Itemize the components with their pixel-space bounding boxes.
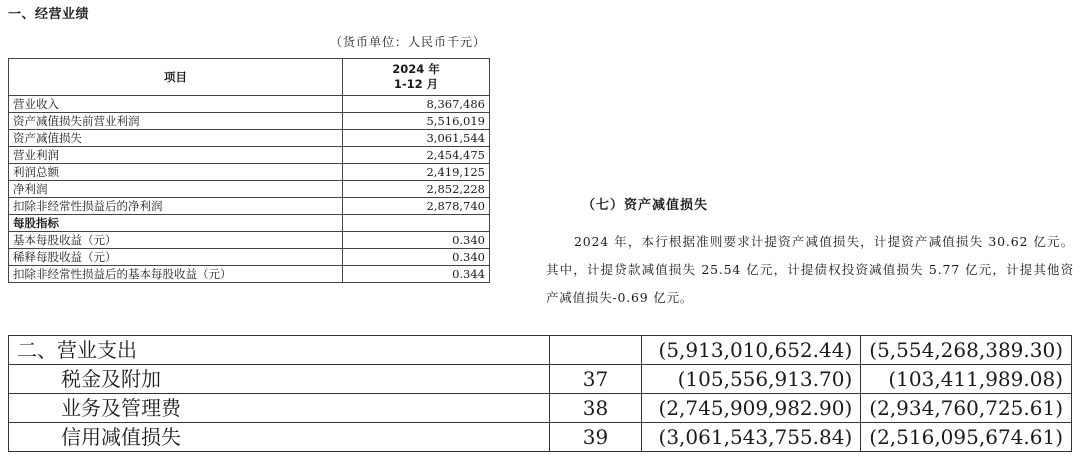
table-row — [9, 181, 490, 198]
table-row — [9, 365, 1072, 394]
row-value: 2,454,475 — [343, 147, 490, 164]
operating-results-table — [8, 58, 490, 283]
row-value: 2,419,125 — [343, 164, 490, 181]
current-period-amount: (5,913,010,652.44) — [642, 336, 861, 365]
table-row — [9, 423, 1072, 452]
row-value: 0.344 — [343, 266, 490, 283]
row-label: 营业收入 — [9, 96, 343, 113]
prior-period-amount: (103,411,989.08) — [861, 365, 1072, 394]
row-label: 资产减值损失前营业利润 — [9, 113, 343, 130]
table-row — [9, 130, 490, 147]
table-row — [9, 232, 490, 249]
row-value: 2,878,740 — [343, 198, 490, 215]
header-item: 项目 — [9, 59, 343, 96]
row-label: 每股指标 — [9, 215, 343, 232]
current-period-amount: (2,745,909,982.90) — [642, 394, 861, 423]
note-body: 2024 年，本行根据准则要求计提资产减值损失，计提资产减值损失 30.62 亿元。其中，计提贷款减值损失 25.54 亿元，计提债权投资减值损失 5.77 亿元，计提其他资产减值损失-0.69 亿元。 — [546, 234, 1074, 305]
note-number: 39 — [549, 423, 641, 452]
row-label: 资产减值损失 — [9, 130, 343, 147]
row-value: 0.340 — [343, 249, 490, 266]
header-period — [343, 59, 490, 96]
row-label: 基本每股收益（元） — [9, 232, 343, 249]
row-value — [343, 215, 490, 232]
row-label: 扣除非经常性损益后的净利润 — [9, 198, 343, 215]
row-value: 5,516,019 — [343, 113, 490, 130]
table-row — [9, 96, 490, 113]
row-label: 营业利润 — [9, 147, 343, 164]
note-number: 38 — [549, 394, 641, 423]
header-period-year: 2024 年 — [392, 62, 440, 76]
table-row — [9, 164, 490, 181]
note-number — [549, 336, 641, 365]
row-value: 0.340 — [343, 232, 490, 249]
operating-expense-table — [8, 335, 1072, 452]
table-body — [9, 96, 490, 283]
row-value: 2,852,228 — [343, 181, 490, 198]
expense-label: 税金及附加 — [9, 365, 550, 394]
expense-label: 业务及管理费 — [9, 394, 550, 423]
income-statement-excerpt — [0, 329, 1080, 475]
table-row — [9, 336, 1072, 365]
prior-period-amount: (5,554,268,389.30) — [861, 336, 1072, 365]
table-row — [9, 147, 490, 164]
row-label: 稀释每股收益（元） — [9, 249, 343, 266]
table-row — [9, 249, 490, 266]
table-row — [9, 113, 490, 130]
current-period-amount: (105,556,913.70) — [642, 365, 861, 394]
table-row — [9, 215, 490, 232]
header-period-months: 1-12 月 — [393, 77, 439, 91]
note-number: 37 — [549, 365, 641, 394]
row-value: 8,367,486 — [343, 96, 490, 113]
note-title: （七）资产减值损失 — [582, 198, 709, 213]
table-row — [9, 198, 490, 215]
row-label: 净利润 — [9, 181, 343, 198]
table-row — [9, 394, 1072, 423]
expense-label: 二、营业支出 — [9, 336, 550, 365]
table-row — [9, 266, 490, 283]
prior-period-amount: (2,516,095,674.61) — [861, 423, 1072, 452]
expense-table-body — [9, 336, 1072, 452]
section-title: 一、经营业绩 — [8, 7, 90, 22]
prior-period-amount: (2,934,760,725.61) — [861, 394, 1072, 423]
expense-label: 信用减值损失 — [9, 423, 550, 452]
row-value: 3,061,544 — [343, 130, 490, 147]
row-label: 利润总额 — [9, 164, 343, 181]
current-period-amount: (3,061,543,755.84) — [642, 423, 861, 452]
currency-note: （货币单位：人民币千元） — [330, 35, 487, 49]
row-label: 扣除非经常性损益后的基本每股收益（元） — [9, 266, 343, 283]
table-header-row — [9, 59, 490, 96]
